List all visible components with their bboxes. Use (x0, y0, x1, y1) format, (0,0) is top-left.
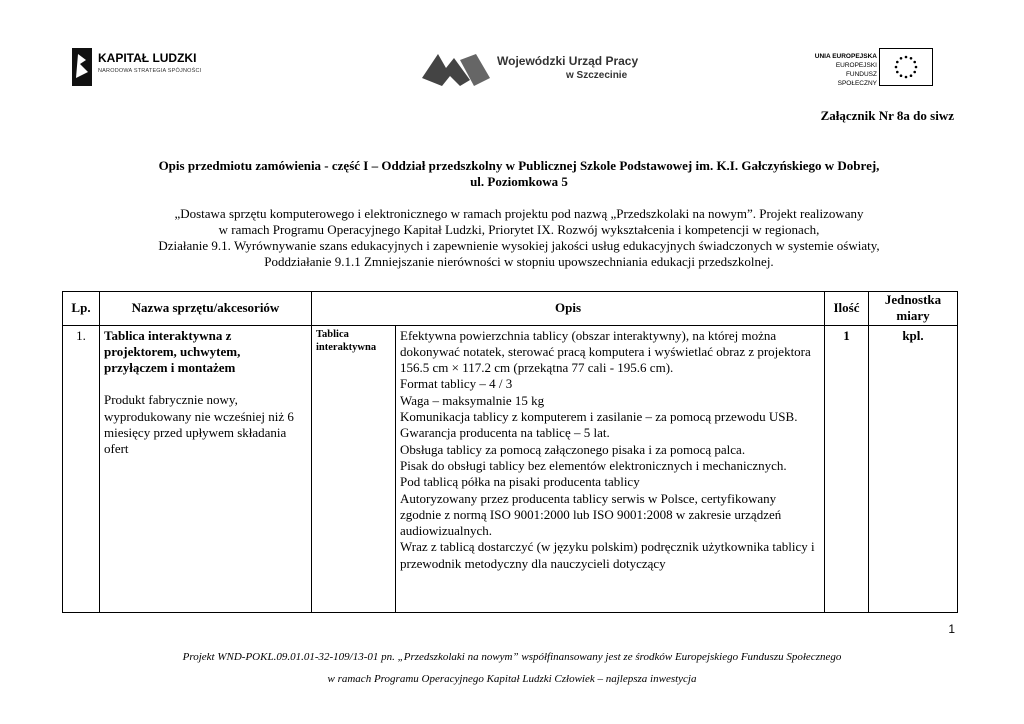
page-number: 1 (948, 622, 955, 636)
description-line3: Działanie 9.1. Wyrównywanie szans edukacyjnych i zapewnienie wysokiej jakości usług edukacyjnych świadczonych w systemie oświaty, (158, 238, 880, 253)
wup-emblem-icon (420, 50, 492, 90)
wup-name-line1: Wojewódzki Urząd Pracy (497, 54, 639, 68)
opis-line: Waga – maksymalnie 15 kg (400, 392, 545, 408)
page-title-line2: ul. Poziomkowa 5 (470, 174, 568, 189)
specification-table (62, 291, 958, 613)
header-jm: Jednostka miary (869, 292, 958, 326)
wup-logo (420, 48, 639, 92)
opis-line: Obsługa tablicy za pomocą załączonego pisaka i za pomocą palca. (400, 441, 746, 457)
eu-logo-line1: UNIA EUROPEJSKA (814, 53, 877, 60)
annex-label: Załącznik Nr 8a do siwz (820, 108, 954, 123)
eu-flag-icon (879, 48, 933, 86)
page-title (60, 158, 978, 190)
opis-line: Pod tablicą półka na pisaki producenta tablicy (400, 474, 640, 490)
opis-line: Autoryzowany przez producenta tablicy serwis w Polsce, certyfikowany zgodnie z normą ISO 9001:2000 lub ISO 9001:2008 w zakresie urządzeń audiowizualnych. (400, 490, 782, 539)
kapital-ludzki-title: KAPITAŁ LUDZKI (98, 51, 197, 65)
eu-logo (810, 48, 935, 88)
cell-opis (396, 325, 825, 612)
opis-line: Gwarancja producenta na tablicę – 5 lat. (400, 425, 610, 441)
kapital-ludzki-subtitle: NARODOWA STRATEGIA SPÓJNOŚCI (98, 68, 202, 74)
footer-line2: w ramach Programu Operacyjnego Kapitał Ludzki Człowiek – najlepsza inwestycja (327, 673, 697, 685)
cell-subcategory: Tablica interaktywna (312, 325, 396, 612)
header-name: Nazwa sprzętu/akcesoriów (100, 292, 312, 326)
cell-lp: 1. (63, 325, 100, 612)
item-name: Tablica interaktywna z projektorem, uchwytem, przyłączem i montażem (104, 327, 241, 376)
opis-line: Efektywna powierzchnia tablicy (obszar interaktywny), na której można dokonywać notatek, sterować pracą komputera i wyświetlać obraz z projektora 156.5 cm × 117.2 cm (przekątna 77 cali - 195.6 cm). (400, 327, 811, 376)
item-note: Produkt fabrycznie nowy, wyprodukowany nie wcześniej niż 6 miesięcy przed upływem składania ofert (104, 392, 294, 457)
header-opis: Opis (312, 292, 825, 326)
kapital-ludzki-emblem-icon (68, 44, 96, 90)
eu-logo-line3: FUNDUSZ SPOŁECZNY (837, 71, 877, 87)
table-row (63, 325, 958, 612)
description-line2: w ramach Programu Operacyjnego Kapitał Ludzki, Priorytet IX. Rozwój wykształcenia i kompetencji w regionach, (218, 222, 820, 237)
footer-line1: Projekt WND-POKL.09.01.01-32-109/13-01 pn. „Przedszkolaki na nowym” współfinansowany jest ze środków Europejskiego Funduszu Społecznego (182, 651, 842, 663)
table-header-row (63, 292, 958, 326)
description-line1: „Dostawa sprzętu komputerowego i elektronicznego w ramach projektu pod nazwą „Przedszkolaki na nowym”. Projekt realizowany (174, 206, 864, 221)
kapital-ludzki-logo (68, 44, 218, 92)
eu-logo-line2: EUROPEJSKI (835, 62, 877, 69)
wup-name-line2: w Szczecinie (566, 70, 628, 81)
header-ilosc: Ilość (825, 292, 869, 326)
cell-jm: kpl. (869, 325, 958, 612)
opis-line: Wraz z tablicą dostarczyć (w języku polskim) podręcznik użytkownika tablicy i przewodnik metodyczny dla nauczycieli dotyczący (400, 539, 815, 571)
project-description (60, 206, 978, 270)
cell-ilosc: 1 (825, 325, 869, 612)
description-line4: Poddziałanie 9.1.1 Zmniejszanie nierówności w stopniu upowszechniania edukacji przedszkolnej. (264, 254, 774, 269)
cell-name (100, 325, 312, 612)
page-title-line1: Opis przedmiotu zamówienia - część I – Oddział przedszkolny w Publicznej Szkole Podstawowej im. K.I. Gałczyńskiego w Dobrej, (158, 158, 880, 173)
opis-line: Pisak do obsługi tablicy bez elementów elektronicznych i mechanicznych. (400, 457, 787, 473)
opis-line: Format tablicy – 4 / 3 (400, 376, 513, 392)
opis-line: Komunikacja tablicy z komputerem i zasilanie – za pomocą przewodu USB. (400, 409, 798, 425)
header-lp: Lp. (63, 292, 100, 326)
